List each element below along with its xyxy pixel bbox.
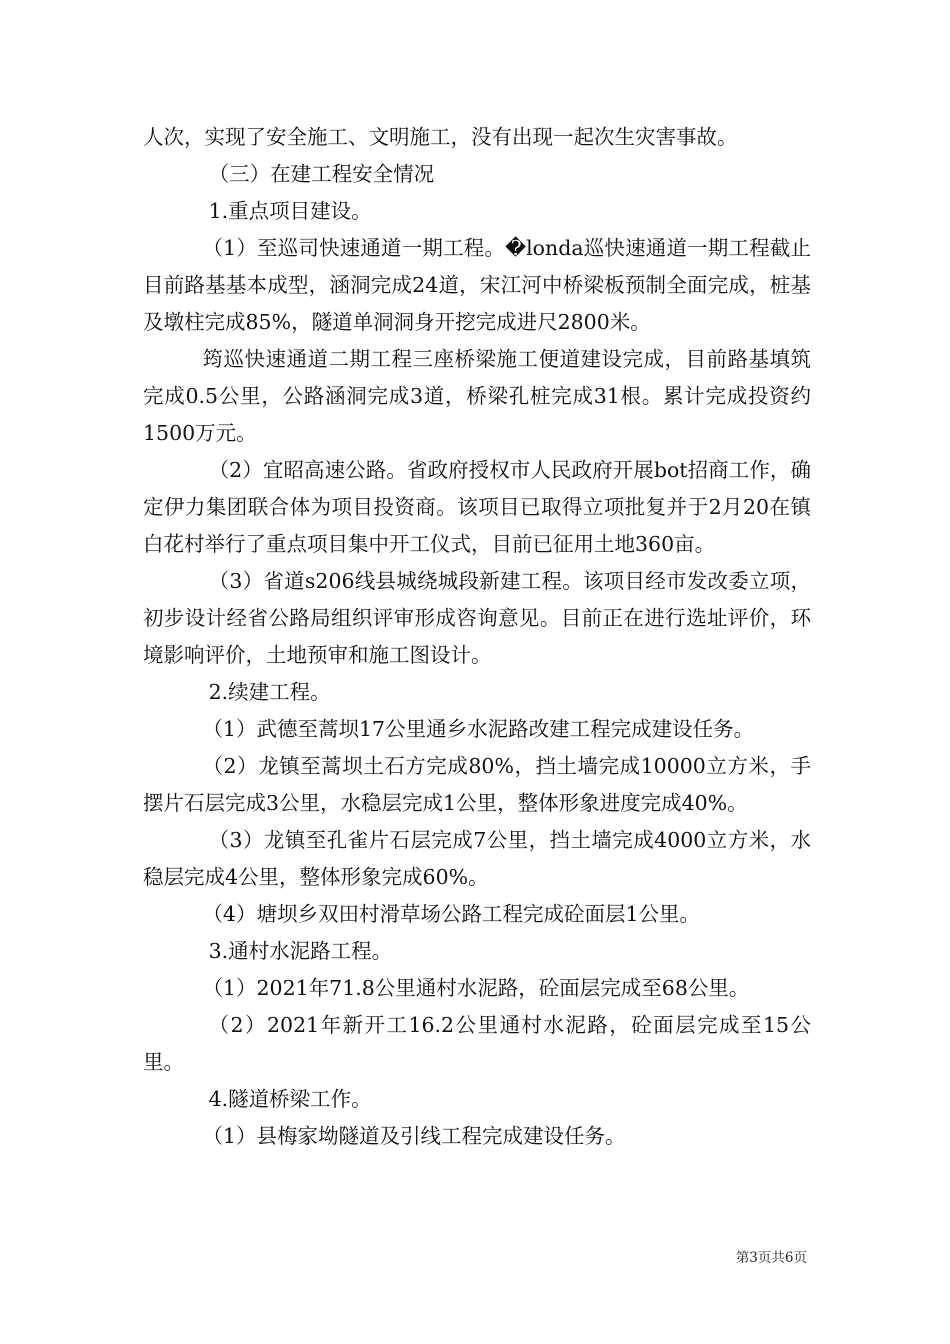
paragraph: （2）2021年新开工16.2公里通村水泥路，砼面层完成至15公里。	[143, 1013, 811, 1074]
subsection-heading: 3.通村水泥路工程。	[208, 939, 393, 963]
paragraph: 人次，实现了安全施工、文明施工，没有出现一起次生灾害事故。	[143, 125, 738, 149]
paragraph: 筠巡快速通道二期工程三座桥梁施工便道建设完成，目前路基填筑完成0.5公里，公路涵洞完成3道，桥梁孔桩完成31根。累计完成投资约1500万元。	[143, 347, 811, 445]
subsection-heading: 2.续建工程。	[208, 680, 331, 704]
subsection-heading: 1.重点项目建设。	[208, 199, 372, 223]
paragraph: （2）龙镇至蒿坝土石方完成80%，挡土墙完成10000立方米，手摆片石层完成3公里，水稳层完成1公里，整体形象进度完成40%。	[143, 754, 811, 815]
body-text	[143, 119, 811, 1155]
paragraph: （3）省道s206线县城绕城段新建工程。该项目经市发改委立项，初步设计经省公路局组织评审形成咨询意见。目前正在进行选址评价，环境影响评价，土地预审和施工图设计。	[143, 569, 811, 667]
section-heading: （三）在建工程安全情况	[208, 162, 435, 186]
paragraph: （1）县梅家坳隧道及引线工程完成建设任务。	[202, 1124, 626, 1148]
subsection-heading: 4.隧道桥梁工作。	[208, 1087, 372, 1111]
page-number: 第3页共6页	[735, 1250, 807, 1266]
paragraph: （1）2021年71.8公里通村水泥路，砼面层完成至68公里。	[202, 976, 750, 1000]
paragraph: （1）至巡司快速通道一期工程。�londa巡快速通道一期工程截止目前路基基本成型，涵洞完成24道，宋江河中桥梁板预制全面完成，桩基及墩柱完成85%，隧道单洞洞身开挖完成进尺2800米。	[143, 236, 811, 334]
paragraph: （2）宜昭高速公路。省政府授权市人民政府开展bot招商工作，确定伊力集团联合体为项目投资商。该项目已取得立项批复并于2月20在镇白花村举行了重点项目集中开工仪式，目前已征用土地360亩。	[143, 458, 811, 556]
paragraph: （4）塘坝乡双田村滑草场公路工程完成砼面层1公里。	[202, 902, 701, 926]
paragraph: （3）龙镇至孔雀片石层完成7公里，挡土墙完成4000立方米，水稳层完成4公里，整体形象完成60%。	[143, 828, 811, 889]
paragraph: （1）武德至蒿坝17公里通乡水泥路改建工程完成建设任务。	[202, 717, 755, 741]
